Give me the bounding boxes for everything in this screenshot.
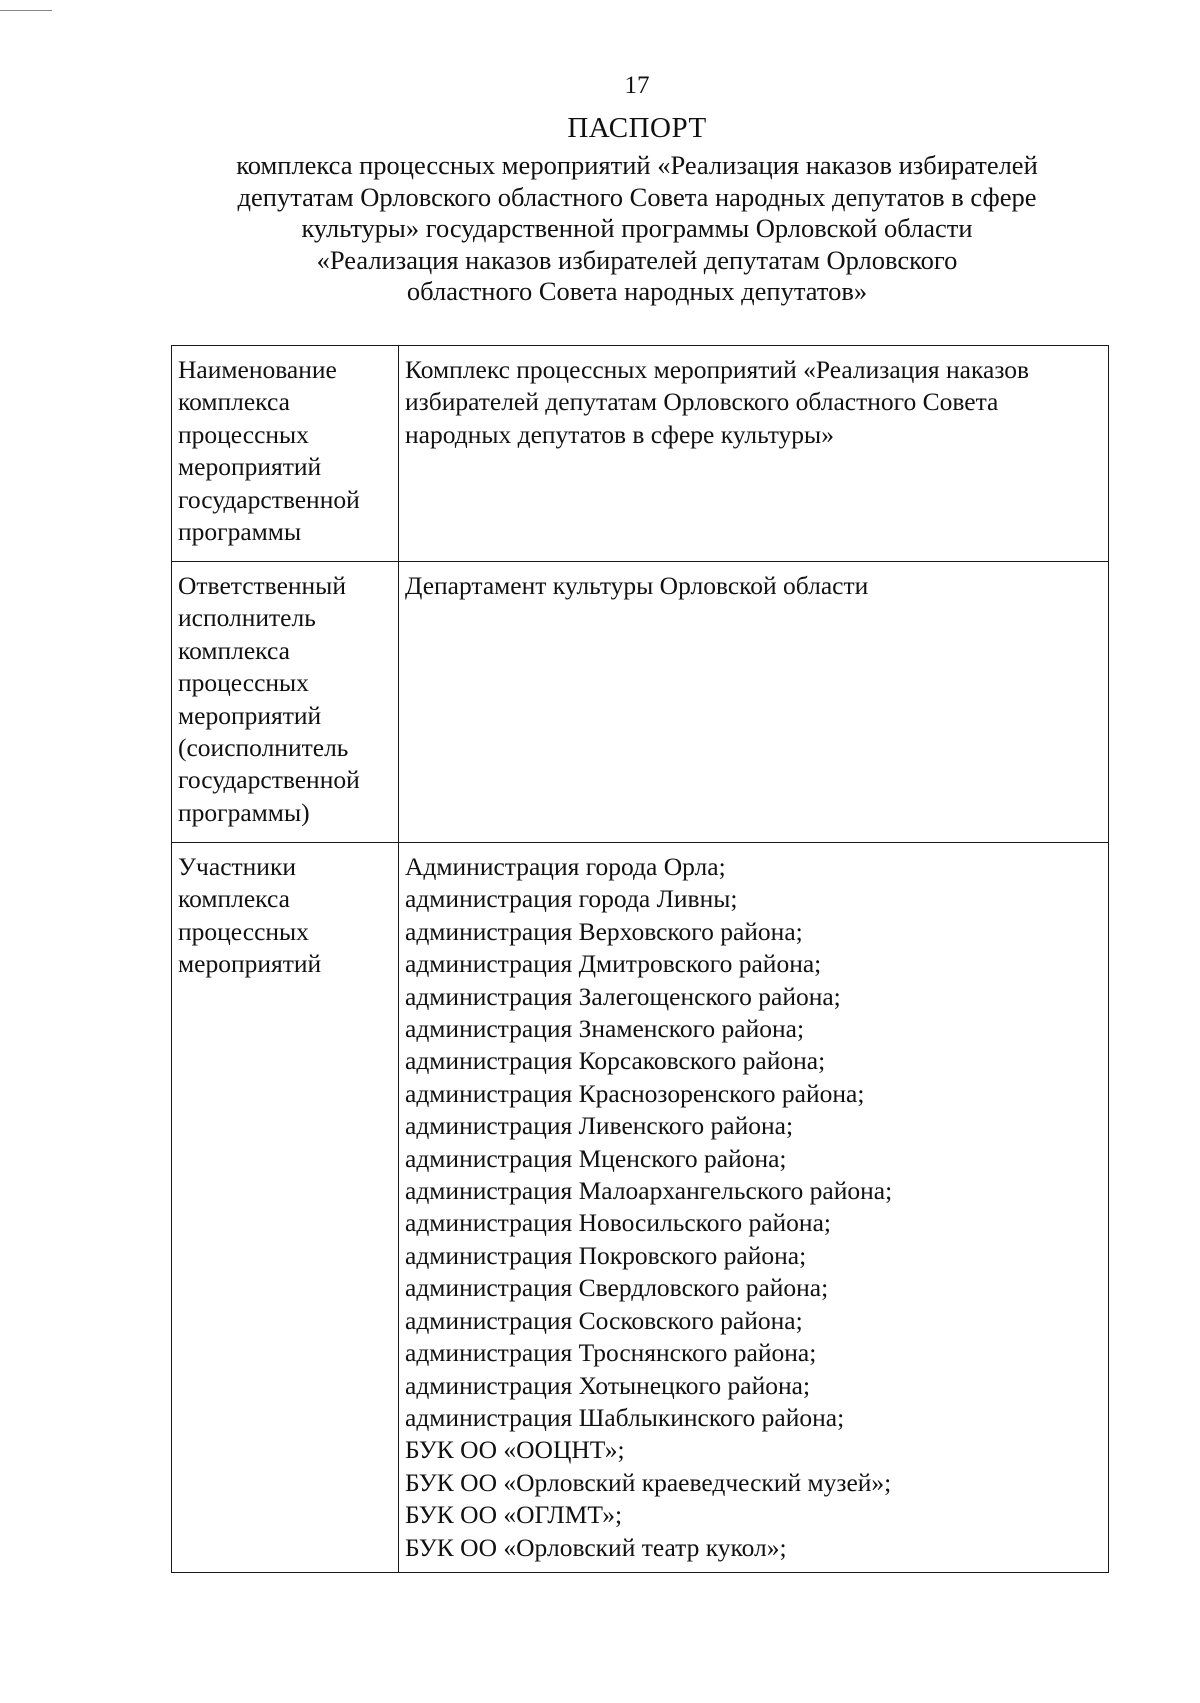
list-item: БУК ОО «Орловский театр кукол»; — [405, 1532, 787, 1562]
label-line: (соисполнитель — [178, 733, 349, 763]
label-line: программы — [178, 517, 302, 547]
page-number: 17 — [624, 72, 650, 99]
list-item: администрация Корсаковского района; — [405, 1046, 826, 1076]
label-line: комплекса — [178, 387, 290, 417]
label-line: комплекса — [178, 884, 290, 914]
label-line: программы) — [178, 797, 310, 827]
list-item: администрация Новосильского района; — [405, 1208, 831, 1238]
list-item: администрация города Ливны; — [405, 884, 738, 914]
list-item: администрация Покровского района; — [405, 1240, 807, 1270]
value-line: Департамент культуры Орловской области — [405, 571, 869, 600]
table-label-cell — [172, 562, 399, 843]
list-item: администрация Шаблыкинского района; — [405, 1402, 845, 1432]
passport-table — [171, 345, 1109, 1573]
subtitle-line: комплекса процессных мероприятий «Реализация наказов избирателей — [236, 150, 1038, 180]
label-line: Наименование — [178, 355, 337, 384]
label-line: Ответственный — [178, 571, 346, 600]
table-row-program-name — [172, 346, 1109, 562]
list-item: администрация Знаменского района; — [405, 1014, 805, 1044]
list-item: администрация Залегощенского района; — [405, 981, 841, 1011]
list-item: администрация Краснозоренского района; — [405, 1078, 865, 1108]
list-item: администрация Дмитровского района; — [405, 949, 822, 979]
list-item: администрация Мценского района; — [405, 1143, 787, 1173]
value-line: народных депутатов в сфере культуры» — [405, 419, 834, 449]
label-line: процессных — [178, 916, 309, 946]
label-line: мероприятий — [178, 700, 322, 730]
list-item: администрация Свердловского района; — [405, 1273, 829, 1303]
label-line: процессных — [178, 419, 309, 449]
table-label-cell — [172, 346, 399, 562]
value-line: избирателей депутатам Орловского областного Совета — [405, 387, 999, 417]
list-item: БУК ОО «ООЦНТ»; — [405, 1435, 625, 1465]
list-item: БУК ОО «Орловский краеведческий музей»; — [405, 1467, 892, 1497]
label-line: комплекса — [178, 635, 290, 665]
label-line: мероприятий — [178, 949, 322, 979]
table-label-cell — [172, 843, 399, 1573]
label-line: Участники — [178, 852, 296, 881]
table-value-cell — [399, 346, 1109, 562]
label-line: исполнитель — [178, 603, 316, 633]
list-item: администрация Малоархангельского района; — [405, 1176, 893, 1206]
list-item: администрация Ливенского района; — [405, 1111, 794, 1141]
list-item: БУК ОО «ОГЛМТ»; — [405, 1500, 623, 1530]
subtitle-line: депутатам Орловского областного Совета народных депутатов в сфере — [237, 181, 1037, 212]
subtitle-line: культуры» государственной программы Орловской области — [301, 213, 973, 243]
subtitle-line: областного Совета народных депутатов» — [406, 276, 868, 306]
table-value-cell — [399, 562, 1109, 843]
table-row-responsible-executor — [172, 562, 1109, 843]
label-line: государственной — [178, 484, 360, 514]
list-item: администрация Сосковского района; — [405, 1305, 803, 1335]
list-item: Администрация города Орла; — [405, 852, 726, 881]
participants-list — [405, 851, 1102, 1564]
list-item: администрация Хотынецкого района; — [405, 1370, 811, 1400]
list-item: администрация Троснянского района; — [405, 1338, 817, 1368]
scan-artifact-line — [0, 10, 52, 11]
value-line: Комплекс процессных мероприятий «Реализация наказов — [405, 355, 1030, 384]
subtitle-line: «Реализация наказов избирателей депутатам Орловского — [316, 244, 958, 275]
document-title: ПАСПОРТ — [567, 112, 707, 144]
label-line: процессных — [178, 668, 309, 698]
label-line: государственной — [178, 765, 360, 795]
table-value-cell — [399, 843, 1109, 1573]
label-line: мероприятий — [178, 452, 322, 482]
document-subtitle — [180, 150, 1094, 308]
table-row-participants — [172, 843, 1109, 1573]
list-item: администрация Верховского района; — [405, 916, 803, 946]
